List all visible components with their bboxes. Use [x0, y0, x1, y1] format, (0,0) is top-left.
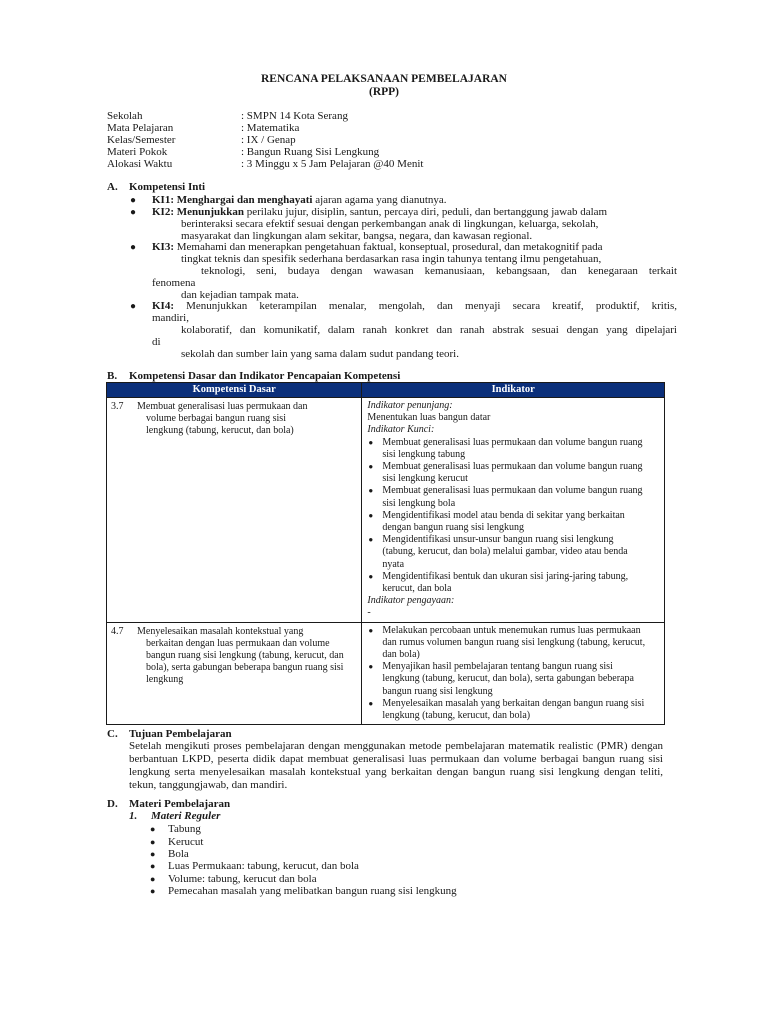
bullet-icon: ●	[150, 861, 156, 871]
subsection-regular-heading	[129, 810, 429, 823]
ki3-line5: dan kejadian tampak mata.	[181, 289, 299, 301]
list-item: ● Mengidentifikasi unsur-unsur bangun ruang sisi lengkung (tabung, kerucut, dan bola) melalui gambar, video atau benda nyata	[367, 534, 647, 571]
bullet-icon: ●	[150, 824, 156, 834]
learning-objective-text: Setelah mengikuti proses pembelajaran dengan menggunakan metode pembelajaran matematik realistic (PMR) dengan berbantuan LKPD, peserta didik dapat membuat generalisasi luas permukaan dan volume berbagai bangun ruang sisi lengkung serta menyelesaikan masalah kontekstual yang berkaitan dengan bangun ruang sisi lengkung dengan teliti, tekun, tanggungjawab, dan mandiri.	[129, 740, 663, 791]
kd-first-line: Membuat generalisasi luas permukaan dan	[137, 401, 308, 412]
indicator-enrichment-label: Indikator pengayaan:	[367, 595, 455, 607]
bullet-icon: ●	[150, 849, 156, 859]
subsection-number: 1.	[129, 810, 138, 822]
list-item: ● Mengidentifikasi model atau benda di sekitar yang berkaitan dengan bangun ruang sisi lengkung	[367, 510, 647, 534]
list-item: ● Menyelesaikan masalah yang berkaitan dengan bangun ruang sisi lengkung (tabung, kerucut, dan bola)	[367, 698, 652, 722]
ki-text: ajaran agama yang dianutnya.	[312, 194, 447, 206]
info-key: Sekolah	[107, 110, 143, 122]
ki-label: KI3:	[152, 241, 174, 253]
kd-rest-lines: berkaitan dengan luas permukaan dan volume bangun ruang sisi lengkung (tabung, kerucut, dan bola), serta gabungan beberapa bangun ruang sisi lengkung	[146, 637, 344, 686]
list-item: ● Membuat generalisasi luas permukaan dan volume bangun ruang sisi lengkung bola	[367, 485, 647, 509]
ki-label: KI2:	[152, 206, 174, 218]
ki3-line2: tingkat teknis dan spesifik sederhana berdasarkan rasa ingin tahunya tentang ilmu pengetahuan,	[181, 253, 602, 265]
info-key: Mata Pelajaran	[107, 122, 174, 134]
column-header-indicator: Indikator	[362, 383, 665, 398]
material-item-text: Bola	[168, 848, 189, 860]
list-item: ● Mengidentifikasi bentuk dan ukuran sisi jaring-jaring tabung, kerucut, dan bola	[367, 571, 647, 595]
bullet-icon: ●	[150, 874, 156, 884]
ki-label: KI4:	[152, 300, 174, 312]
material-item-text: Luas Permukaan: tabung, kerucut, dan bola	[168, 860, 359, 872]
material-item-text: Pemecahan masalah yang melibatkan bangun ruang sisi lengkung	[168, 885, 457, 897]
section-letter: B.	[107, 370, 118, 382]
document-subtitle: (RPP)	[368, 86, 399, 98]
section-letter: A.	[107, 181, 118, 193]
material-item-text: Tabung	[168, 823, 201, 835]
ki-text: perilaku jujur, disiplin, santun, percaya diri, peduli, dan bertanggung jawab dalam	[244, 206, 608, 218]
section-title: Tujuan Pembelajaran	[129, 728, 232, 740]
table-header-row	[107, 383, 665, 398]
bullet-icon: ●	[130, 301, 137, 312]
info-key: Alokasi Waktu	[107, 158, 173, 170]
section-letter: C.	[107, 728, 118, 740]
table-row	[107, 398, 665, 623]
subsection-title: Materi Reguler	[151, 810, 221, 822]
ki-bold-text: Menghargai dan menghayati	[176, 194, 313, 206]
section-a-heading	[107, 181, 507, 194]
kd-text	[137, 626, 357, 687]
ki4-line3: kolaboratif, dan komunikatif, dalam ranah konkret dan ranah abstrak sesuai dengan yang dipelajari	[181, 324, 677, 336]
kd-rest-lines: volume berbagai bangun ruang sisi lengkung (tabung, kerucut, dan bola)	[146, 413, 294, 437]
ki3-line4: fenomena	[152, 277, 196, 289]
list-item: ● Membuat generalisasi luas permukaan dan volume bangun ruang sisi lengkung tabung	[367, 437, 647, 461]
info-row-time	[107, 158, 667, 171]
info-value: : 3 Minggu x 5 Jam Pelajaran @40 Menit	[241, 158, 424, 170]
indicator-cell	[362, 398, 665, 623]
ki-bold-text: Menunjukkan	[176, 206, 245, 218]
material-item-text: Volume: tabung, kerucut dan bola	[168, 873, 317, 885]
indicator-key-list	[367, 437, 647, 596]
indicator-cell	[362, 622, 665, 725]
ki2-line2: berinteraksi secara efektif sesuai dengan perkembangan anak di lingkungan, keluarga, sekolah,	[181, 218, 599, 230]
ki-text: Menunjukkan keterampilan menalar, mengolah, dan menyaji secara kreatif, produktif, kritis,	[174, 300, 677, 312]
document-title: RENCANA PELAKSANAAN PEMBELAJARAN	[261, 73, 507, 85]
section-title: Kompetensi Dasar dan Indikator Pencapaian Kompetensi	[129, 370, 401, 382]
indicator-list	[367, 625, 652, 723]
ki-text: Memahami dan menerapkan pengetahuan faktual, konseptual, prosedural, dan metakognitif pada	[174, 241, 603, 253]
info-key: Materi Pokok	[107, 146, 168, 158]
kd-number: 3.7	[111, 401, 124, 412]
list-item: ● Melakukan percobaan untuk menemukan rumus luas permukaan dan rumus volumen bangun ruang sisi lengkung (tabung, kerucut, dan bola)	[367, 625, 652, 662]
info-key: Kelas/Semester	[107, 134, 176, 146]
indicator-enrichment-text: -	[367, 607, 371, 619]
ki4-line4: di	[152, 336, 161, 348]
ki4-line5: sekolah dan sumber lain yang sama dalam sudut pandang teori.	[181, 348, 459, 360]
bullet-icon: ●	[150, 886, 156, 896]
bullet-icon: ●	[150, 837, 156, 847]
kd-first-line: Menyelesaikan masalah kontekstual yang	[137, 625, 304, 637]
indicator-support-label: Indikator penunjang:	[367, 400, 453, 411]
kd-number: 4.7	[111, 625, 124, 637]
column-header-kd: Kompetensi Dasar	[107, 383, 362, 398]
info-value: : Bangun Ruang Sisi Lengkung	[241, 146, 380, 158]
ki4-line2: mandiri,	[152, 312, 189, 324]
table-row	[107, 622, 665, 725]
material-item-text: Kerucut	[168, 836, 204, 848]
indicator-support-text: Menentukan luas bangun datar	[367, 412, 491, 424]
indicator-key-label: Indikator Kunci:	[367, 424, 435, 436]
section-title: Materi Pembelajaran	[129, 798, 231, 810]
info-value: : SMPN 14 Kota Serang	[241, 110, 348, 122]
section-letter: D.	[107, 798, 118, 810]
ki4-item	[130, 300, 678, 360]
ki4-line1	[152, 300, 677, 313]
info-value: : Matematika	[241, 122, 300, 134]
kd-cell	[107, 398, 362, 623]
ki-label: KI1:	[152, 194, 174, 206]
ki3-line3: teknologi, seni, budaya dengan wawasan kemanusiaan, kebangsaan, dan kenegaraan terkait	[201, 265, 677, 277]
ki2-item	[130, 206, 678, 245]
competency-table	[106, 382, 665, 725]
bullet-icon: ●	[130, 242, 137, 253]
bullet-icon: ●	[130, 195, 137, 206]
kd-cell	[107, 622, 362, 725]
bullet-icon: ●	[130, 207, 137, 218]
list-item: ● Menyajikan hasil pembelajaran tentang bangun ruang sisi lengkung (tabung, kerucut, dan bola), serta gabungan beberapa bangun ruang sisi lengkung	[367, 661, 652, 698]
section-title: Kompetensi Inti	[129, 181, 206, 193]
info-value: : IX / Genap	[241, 134, 296, 146]
ki2-line3: masyarakat dan lingkungan alam sekitar, bangsa, negara, dan kawasan regional.	[181, 230, 533, 242]
kd-text	[137, 401, 357, 438]
list-item: ● Membuat generalisasi luas permukaan dan volume bangun ruang sisi lengkung kerucut	[367, 461, 647, 485]
ki3-item	[130, 241, 678, 301]
